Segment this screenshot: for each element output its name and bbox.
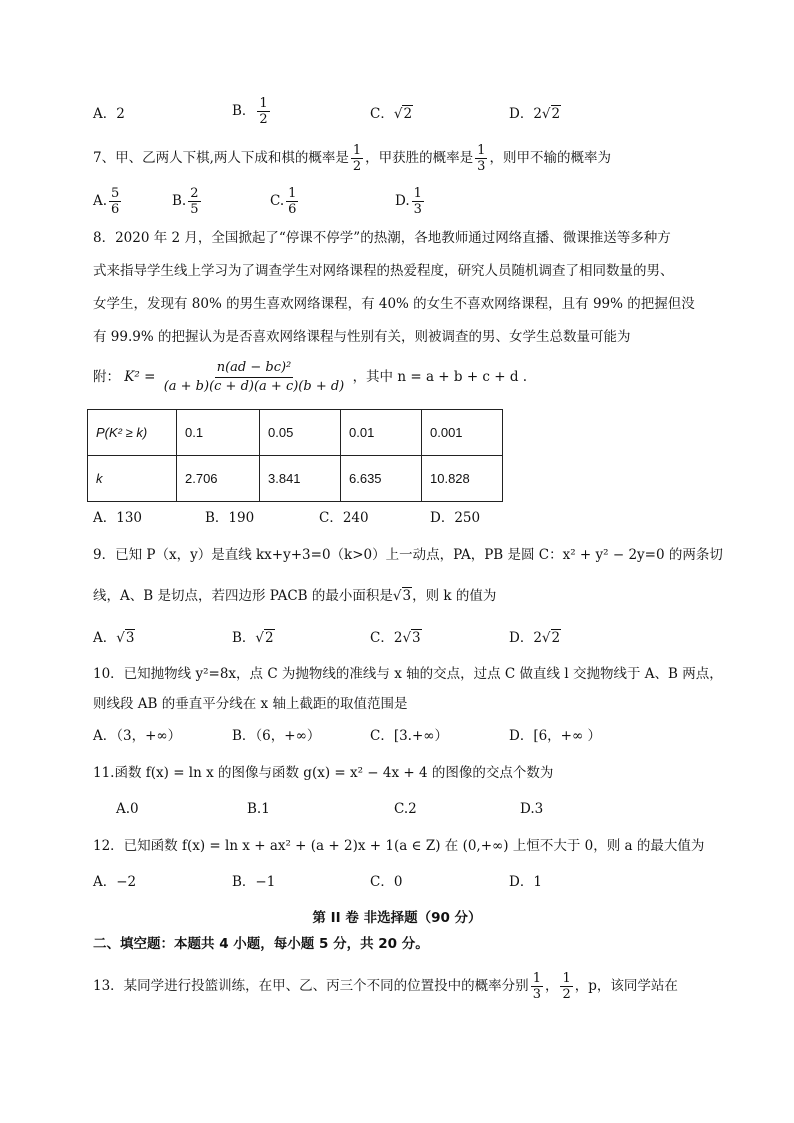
- sqrt-symbol: √2: [541, 106, 561, 122]
- q8-option-d: D．250: [430, 510, 481, 526]
- fraction-denominator: 2: [352, 159, 362, 174]
- fraction-denominator: 2: [259, 112, 268, 127]
- formula-fraction: [162, 359, 347, 396]
- table-header-cell: 0.01: [341, 410, 422, 456]
- q9-line-2b: ，则 k 的值为: [412, 588, 497, 604]
- table-header-cell: [88, 410, 177, 456]
- table-row: [88, 410, 503, 456]
- q7-fraction-2: [475, 143, 487, 174]
- fraction-numerator: 1: [413, 186, 422, 201]
- cell-text: k: [96, 471, 103, 486]
- q6-option-b-fraction: [257, 96, 269, 127]
- q12-option-c: C．0: [370, 874, 403, 890]
- sqrt-symbol: √3: [392, 588, 412, 604]
- section-subheading: 二、填空题：本题共 4 小题，每小题 5 分，共 20 分。: [93, 936, 429, 952]
- fraction-denominator: 5: [190, 202, 199, 217]
- q10-option-a: A．（3，+∞）: [93, 728, 182, 744]
- table-cell: [88, 456, 177, 502]
- table-header-cell: 0.05: [260, 410, 341, 456]
- q8-line-3: 女学生，发现有 80% 的男生喜欢网络课程，有 40% 的女生不喜欢网络课程，且有 99% 的把握但没: [93, 296, 695, 312]
- q6-option-c-prefix: C．: [370, 106, 394, 122]
- fraction-denominator: 3: [532, 987, 541, 1002]
- fraction-denominator: (a + b)(c + d)(a + c)(b + d): [163, 379, 345, 394]
- option-fraction: [412, 186, 424, 217]
- fraction-denominator: 3: [477, 159, 486, 174]
- q7-stem: [93, 143, 611, 174]
- q7-option-b: [172, 186, 203, 217]
- q7-option-c: [270, 186, 300, 217]
- q11-stem: 11.函数 f(x) = ln x 的图像与函数 g(x) = x² − 4x + 4 的图像的交点个数为: [93, 765, 554, 781]
- option-label: B．: [232, 630, 256, 646]
- q13-text-3: ，p，该同学站在: [574, 978, 678, 994]
- option-coef: 2: [533, 630, 542, 646]
- q12-stem: 12．已知函数 f(x) = ln x + ax² + (a + 2)x + 1(a ∈ Z) 在 (0,+∞) 上恒不大于 0，则 a 的最大值为: [93, 838, 705, 854]
- formula-lhs: K² =: [124, 369, 156, 385]
- q8-option-a: A．130: [93, 510, 143, 526]
- radicand: 3: [402, 588, 412, 604]
- q8-formula: [93, 359, 527, 396]
- q13-text-1: 13．某同学进行投篮训练，在甲、乙、丙三个不同的位置投中的概率分别: [93, 978, 529, 994]
- sqrt-symbol: √2: [541, 630, 561, 646]
- fraction-numerator: 1: [288, 186, 297, 201]
- fraction-denominator: 3: [413, 202, 422, 217]
- critical-value-table: [87, 409, 503, 502]
- q9-option-c: [370, 628, 422, 648]
- q9-line-2: [93, 586, 496, 606]
- radicand: 3: [125, 630, 135, 646]
- fraction-numerator: 1: [562, 971, 571, 986]
- q10-option-c: C．[3.+∞）: [370, 728, 449, 744]
- q6-option-b: [232, 96, 272, 127]
- option-fraction: [286, 186, 298, 217]
- q6-option-b-prefix: B．: [232, 103, 256, 119]
- q8-line-2: 式来指导学生线上学习为了调查学生对网络课程的热爱程度，研究人员随机调查了相同数量的男、: [93, 263, 674, 279]
- fraction-numerator: 2: [190, 186, 199, 201]
- fraction-numerator: 1: [352, 143, 362, 158]
- q9-line-1: 9．已知 P（x，y）是直线 kx+y+3=0（k>0）上一动点，PA，PB 是圆 C：x² + y² − 2y=0 的两条切: [93, 547, 723, 563]
- q6-option-c: [370, 104, 413, 124]
- option-label: C.: [270, 193, 285, 209]
- table-cell: 10.828: [422, 456, 503, 502]
- q6-option-d-prefix: D．2: [509, 106, 542, 122]
- q13-stem: [93, 971, 678, 1002]
- q7-fraction-1: [351, 143, 363, 174]
- sqrt-symbol: √3: [402, 630, 421, 646]
- fraction-denominator: 6: [111, 202, 120, 217]
- q10-option-b: B．（6，+∞）: [232, 728, 321, 744]
- q7-text-2: ，甲获胜的概率是: [365, 150, 474, 166]
- fraction-numerator: 5: [111, 186, 120, 201]
- radicand: 2: [551, 630, 561, 646]
- table-header-cell: 0.001: [422, 410, 503, 456]
- radicand: 2: [265, 630, 274, 646]
- q7-option-a: [93, 186, 123, 217]
- q8-option-c: C．240: [319, 510, 369, 526]
- q9-option-a: [93, 628, 135, 648]
- table-cell: 3.841: [260, 456, 341, 502]
- q12-option-d: D．1: [509, 874, 542, 890]
- q9-option-b: [232, 628, 275, 648]
- table-cell: 6.635: [341, 456, 422, 502]
- q13-text-2: ，: [544, 978, 559, 994]
- fraction-denominator: 6: [288, 202, 297, 217]
- table-header-cell: 0.1: [177, 410, 260, 456]
- q13-fraction-1: [531, 971, 543, 1002]
- fraction-numerator: 1: [477, 143, 486, 158]
- option-label: A．: [93, 630, 117, 646]
- section-heading: 第 II 卷 非选择题（90 分）: [312, 910, 482, 926]
- cell-text: P(K² ≥ k): [96, 425, 148, 440]
- q7-text-3: ，则甲不输的概率为: [489, 150, 611, 166]
- radicand: 2: [403, 106, 413, 122]
- sqrt-symbol: √2: [255, 630, 274, 646]
- fraction-numerator: 1: [259, 96, 268, 111]
- q6-option-d: [509, 104, 561, 124]
- sqrt-symbol: √3: [116, 630, 135, 646]
- option-fraction: [109, 186, 121, 217]
- q11-option-b: B.1: [247, 801, 270, 817]
- q11-option-d: D.3: [520, 801, 544, 817]
- radicand: 3: [412, 630, 421, 646]
- q9-option-d: [509, 628, 561, 648]
- q7-option-d: [395, 186, 426, 217]
- option-coef: 2: [393, 630, 403, 646]
- q11-option-a: A.0: [116, 801, 139, 817]
- sqrt-symbol: √2: [393, 106, 413, 122]
- q10-option-d: D．[6，+∞ ）: [509, 728, 602, 744]
- q7-text-1: 7、甲、乙两人下棋,两人下成和棋的概率是: [93, 150, 349, 166]
- fraction-denominator: 2: [562, 987, 571, 1002]
- table-cell: 2.706: [177, 456, 260, 502]
- q12-option-b: B．−1: [232, 874, 276, 890]
- formula-prefix: 附：: [93, 369, 120, 385]
- q8-option-b: B．190: [205, 510, 255, 526]
- q6-option-a: A．2: [93, 106, 125, 122]
- option-label: C．: [370, 630, 394, 646]
- option-label: B.: [172, 193, 187, 209]
- fraction-numerator: n(ad − bc)²: [215, 359, 294, 378]
- q10-line-1: 10．已知抛物线 y²=8x，点 C 为抛物线的准线与 x 轴的交点，过点 C 做直线 l 交抛物线于 A、B 两点，: [93, 666, 723, 682]
- option-label: D．: [509, 630, 534, 646]
- table-row: [88, 456, 503, 502]
- q8-line-4: 有 99.9% 的把握认为是否喜欢网络课程与性别有关，则被调查的男、女学生总数量可能为: [93, 329, 631, 345]
- option-label: A.: [93, 193, 108, 209]
- formula-suffix: ，其中 n = a + b + c + d .: [352, 369, 528, 385]
- q8-line-1: 8．2020 年 2 月，全国掀起了“停课不停学”的热潮，各地教师通过网络直播、微课推送等多种方: [93, 230, 671, 246]
- q12-option-a: A．−2: [93, 874, 137, 890]
- radicand: 2: [551, 106, 561, 122]
- q10-line-2: 则线段 AB 的垂直平分线在 x 轴上截距的取值范围是: [93, 696, 408, 712]
- option-fraction: [188, 186, 200, 217]
- q13-fraction-2: [560, 971, 572, 1002]
- fraction-numerator: 1: [532, 971, 541, 986]
- q9-line-2a: 线，A、B 是切点，若四边形 PACB 的最小面积是: [93, 588, 393, 604]
- option-label: D.: [395, 193, 410, 209]
- q11-option-c: C.2: [394, 801, 417, 817]
